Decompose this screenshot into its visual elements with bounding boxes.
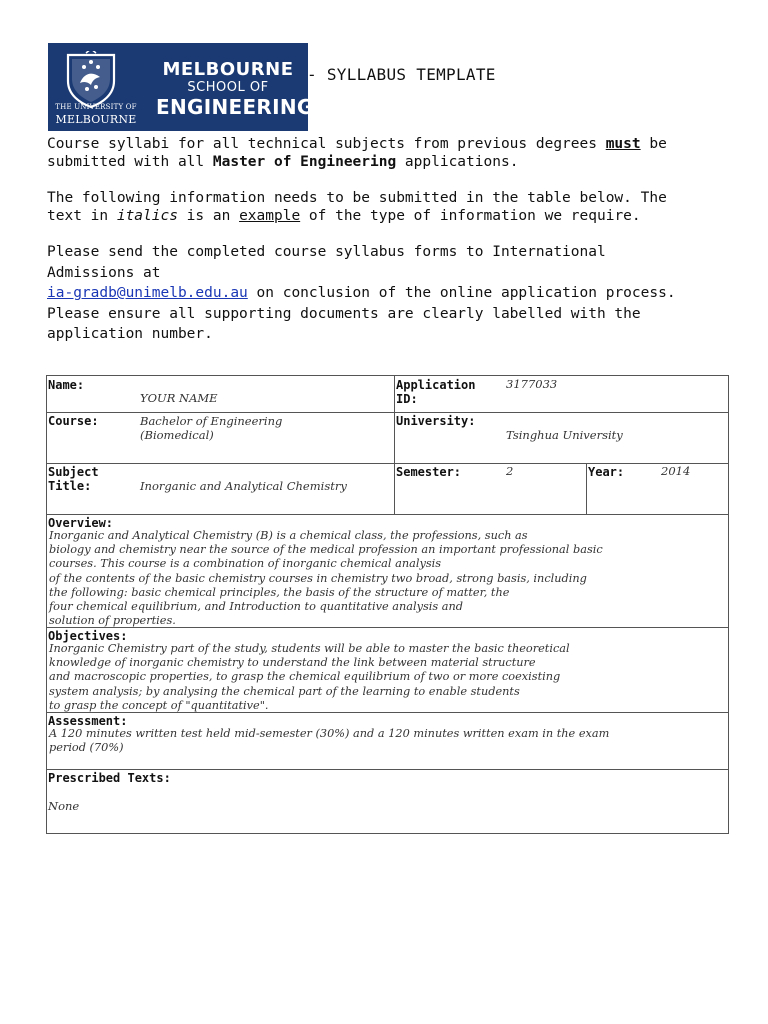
assessment-label: Assessment: <box>48 714 128 728</box>
column-divider <box>394 376 395 514</box>
objectives-text[interactable]: Inorganic Chemistry part of the study, students will be able to master the basic theoretical knowledge of inorganic chemistry to understand the link between material structure and macroscopic properties, to grasp the chemical equilibrium of two or more coexisting system analysis; by analysing the chemical part of the learning to enable students to grasp the concept of "quantitative". <box>49 642 570 712</box>
must-emphasis: must <box>605 136 641 152</box>
semester-value[interactable]: 2 <box>506 464 514 478</box>
year-value[interactable]: 2014 <box>661 464 691 478</box>
course-label: Course: <box>48 414 99 428</box>
semester-label: Semester: <box>396 465 462 479</box>
logo-school-line-3: ENGINEERING <box>156 95 314 119</box>
row-divider <box>47 412 728 413</box>
course-value-line-1[interactable]: Bachelor of Engineering <box>140 414 283 428</box>
syllabus-form-table <box>46 375 729 834</box>
admissions-email-link[interactable]: ia-gradb@unimelb.edu.au <box>47 285 248 301</box>
italics-emphasis: italics <box>116 208 178 224</box>
logo-university-line-1: THE UNIVERSITY OF <box>55 103 137 111</box>
document-title: - SYLLABUS TEMPLATE <box>307 65 496 84</box>
prescribed-texts-value[interactable]: None <box>48 799 80 813</box>
row-divider <box>47 514 728 515</box>
overview-text[interactable]: Inorganic and Analytical Chemistry (B) is a chemical class, the professions, such as biology and chemistry near the source of the medical profession an important professional basic courses. This course is a combination of inorganic chemical analysis of the contents of the basic chemistry courses in chemistry two broad, strong basis, including the following: basic chemical principles, the basis of the structure of matter, the four chemical equilibrium, and Introduction to quantitative analysis and solution of properties. <box>49 529 603 628</box>
subject-label-line-1: Subject <box>48 465 99 479</box>
logo-school-line-1: MELBOURNE <box>162 59 294 80</box>
application-id-value[interactable]: 3177033 <box>506 377 558 391</box>
overview-label: Overview: <box>48 516 114 530</box>
prescribed-texts-label: Prescribed Texts: <box>48 771 171 785</box>
subject-title-value[interactable]: Inorganic and Analytical Chemistry <box>140 479 347 493</box>
objectives-label: Objectives: <box>48 629 128 643</box>
name-label: Name: <box>48 378 85 392</box>
intro-paragraph-3: Please send the completed course syllabus forms to International Admissions at ia-gradb@unimelb.edu.au on conclusion of the online application process. Please ensure all supporting documents are clearly labelled with the application number. <box>47 244 676 342</box>
application-id-label-line-1: Application <box>396 378 476 392</box>
master-of-engineering-emphasis: Master of Engineering <box>212 154 397 170</box>
column-divider <box>586 463 587 514</box>
intro-paragraph-2: The following information needs to be submitted in the table below. The text in italics is an example of the type of information we require. <box>47 190 667 224</box>
name-value[interactable]: YOUR NAME <box>140 391 218 405</box>
example-emphasis: example <box>239 208 301 224</box>
university-value[interactable]: Tsinghua University <box>506 428 623 442</box>
row-divider <box>47 463 728 464</box>
subject-label-line-2: Title: <box>48 479 92 493</box>
logo-university-line-2: MELBOURNE <box>55 113 137 126</box>
logo-school-line-2: SCHOOL OF <box>187 80 269 95</box>
assessment-text[interactable]: A 120 minutes written test held mid-semester (30%) and a 120 minutes written exam in the exam period (70%) <box>49 727 610 755</box>
university-label: University: <box>396 414 476 428</box>
row-divider <box>47 769 728 770</box>
school-logo <box>48 43 314 131</box>
course-value-line-2[interactable]: (Biomedical) <box>140 428 214 442</box>
year-label: Year: <box>588 465 625 479</box>
university-crest-icon <box>62 51 120 111</box>
application-id-label-line-2: ID: <box>396 392 418 406</box>
intro-paragraph-1: Course syllabi for all technical subjects from previous degrees must be submitted with all Master of Engineering applications. <box>47 136 667 170</box>
